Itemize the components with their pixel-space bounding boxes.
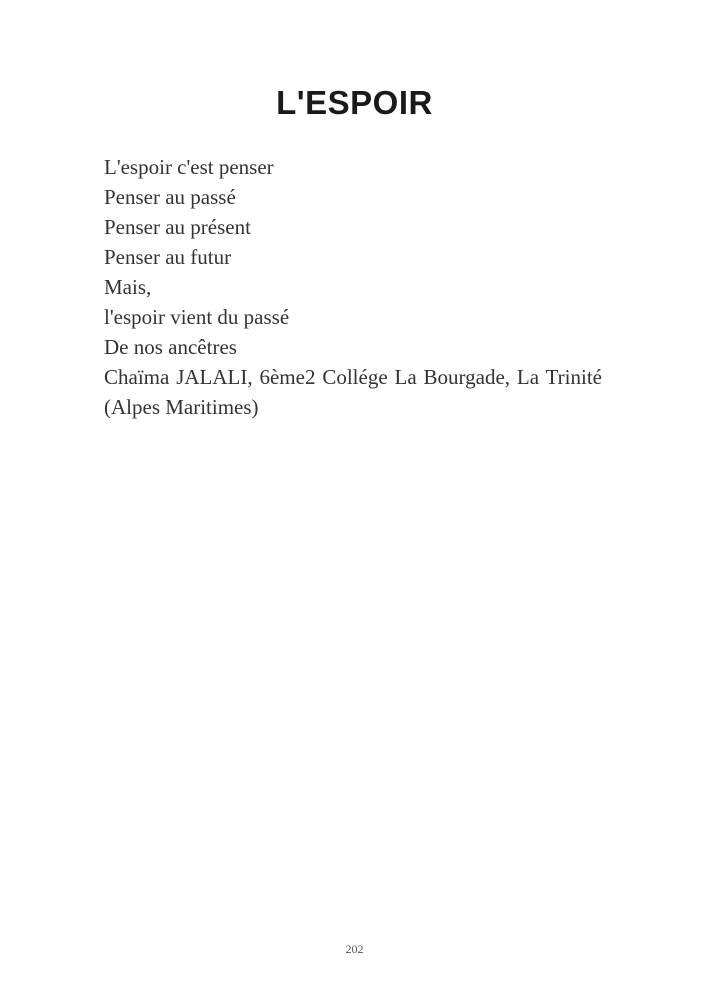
poem-line: l'espoir vient du passé (104, 305, 290, 329)
author-signature: Chaïma JALALI, 6ème2 Collége La Bourgade, La Trinité (Alpes Maritimes) (104, 365, 602, 419)
page-number: 202 (345, 942, 364, 956)
poem-line: Mais, (104, 275, 152, 299)
poem-line: Penser au passé (104, 185, 236, 209)
poem-line: De nos ancêtres (104, 335, 237, 359)
poem-title: L'ESPOIR (276, 84, 433, 121)
poem-line: Penser au futur (104, 245, 232, 269)
poem-body (104, 152, 604, 422)
poem-line: L'espoir c'est penser (104, 155, 274, 179)
poem-line: Penser au présent (104, 215, 251, 239)
